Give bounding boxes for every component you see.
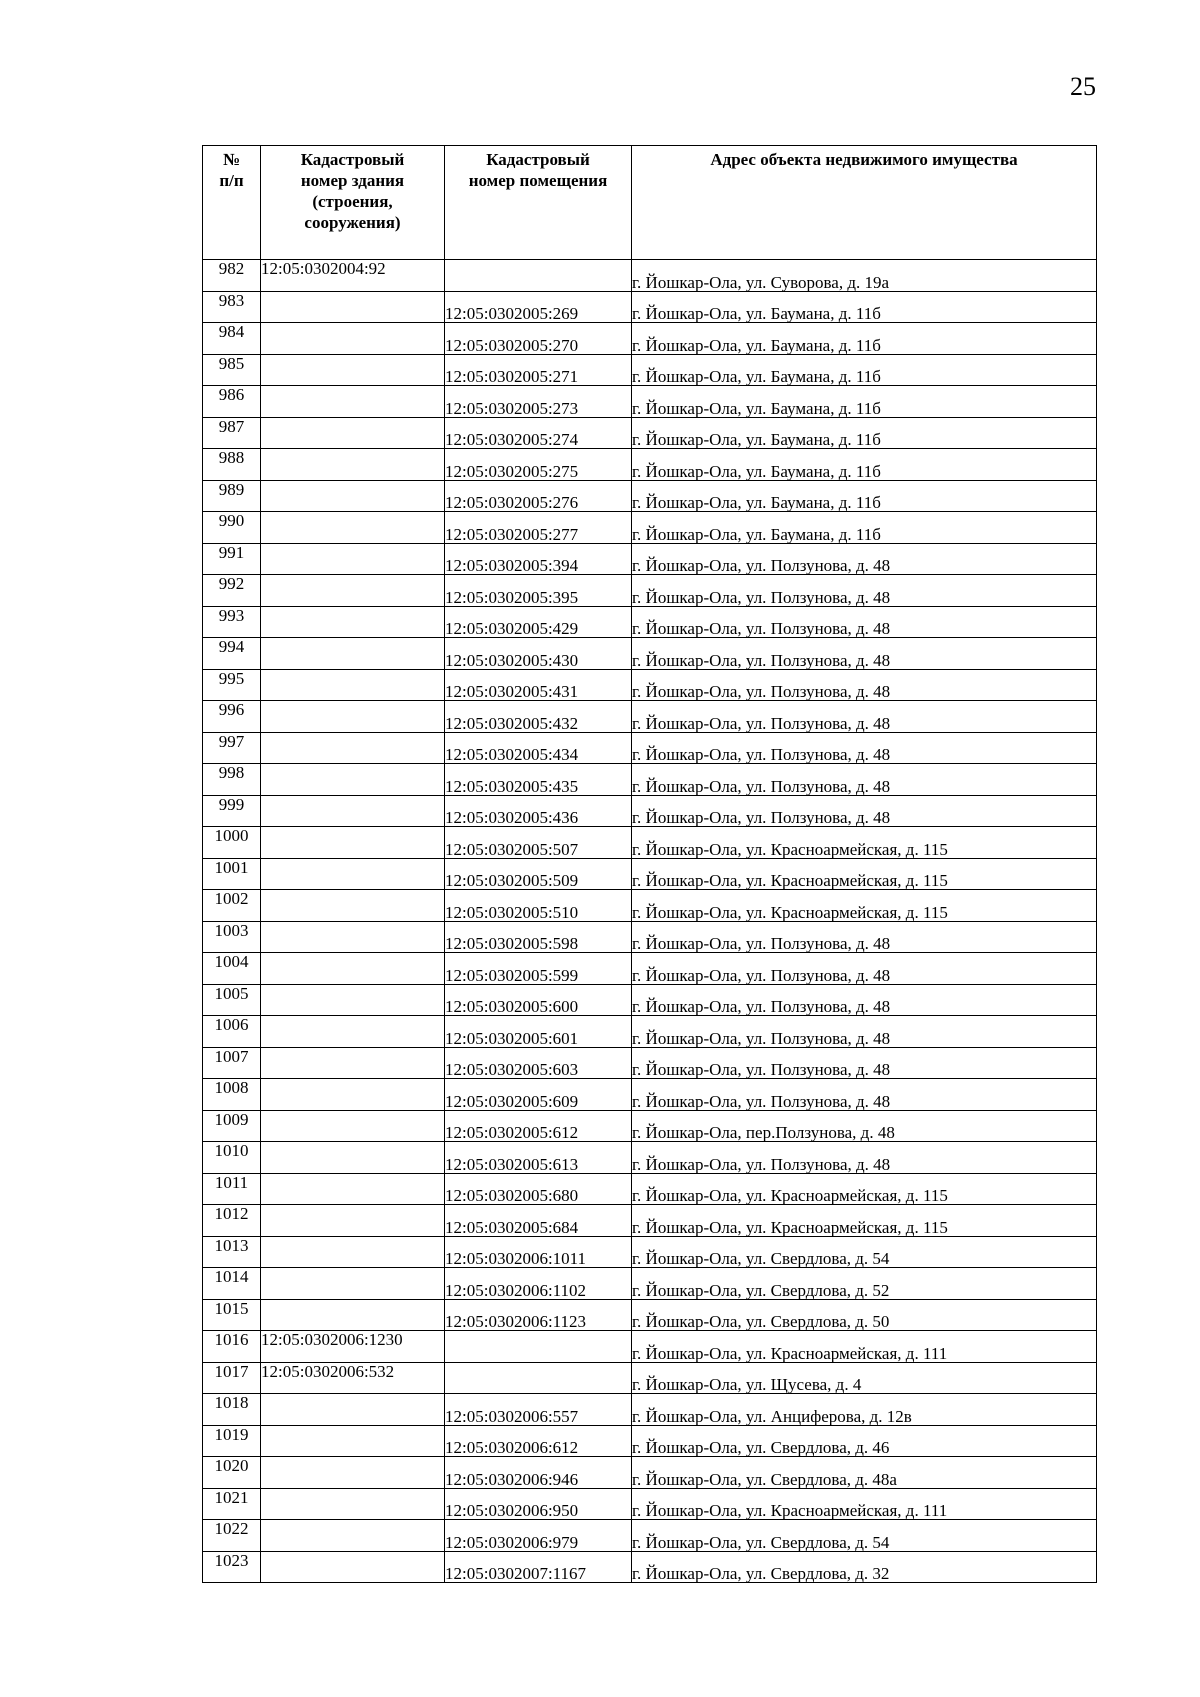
- address-cell: г. Йошкар-Ола, ул. Ползунова, д. 48: [632, 1079, 1097, 1111]
- row-number-cell: 989: [203, 480, 261, 512]
- building-cadastral-cell: [261, 512, 445, 544]
- room-cadastral-cell: 12:05:0302005:612: [445, 1110, 632, 1142]
- room-cadastral-cell: 12:05:0302005:432: [445, 701, 632, 733]
- row-number-cell: 1012: [203, 1205, 261, 1237]
- header-room-cadastral: [445, 146, 632, 260]
- table-row: [203, 386, 1097, 418]
- room-cadastral-cell: [445, 260, 632, 292]
- table-row: [203, 1047, 1097, 1079]
- room-cadastral-cell: 12:05:0302005:434: [445, 732, 632, 764]
- address-cell: г. Йошкар-Ола, ул. Красноармейская, д. 111: [632, 1488, 1097, 1520]
- room-cadastral-cell: 12:05:0302005:609: [445, 1079, 632, 1111]
- table-row: [203, 512, 1097, 544]
- table-row: [203, 1205, 1097, 1237]
- address-cell: г. Йошкар-Ола, ул. Ползунова, д. 48: [632, 669, 1097, 701]
- table-row: [203, 1173, 1097, 1205]
- row-number-cell: 994: [203, 638, 261, 670]
- building-cadastral-cell: [261, 386, 445, 418]
- building-cadastral-cell: [261, 669, 445, 701]
- address-cell: г. Йошкар-Ола, ул. Баумана, д. 11б: [632, 291, 1097, 323]
- room-cadastral-cell: 12:05:0302005:509: [445, 858, 632, 890]
- table-row: [203, 354, 1097, 386]
- room-cadastral-cell: 12:05:0302005:603: [445, 1047, 632, 1079]
- row-number-cell: 1021: [203, 1488, 261, 1520]
- header-address-text: Адрес объекта недвижимого имущества: [710, 150, 1018, 169]
- table-row: [203, 795, 1097, 827]
- building-cadastral-cell: 12:05:0302004:92: [261, 260, 445, 292]
- table-row: [203, 1142, 1097, 1174]
- table-row: [203, 1331, 1097, 1363]
- room-cadastral-cell: 12:05:0302005:277: [445, 512, 632, 544]
- room-cadastral-cell: 12:05:0302005:684: [445, 1205, 632, 1237]
- table-header: [203, 146, 1097, 260]
- row-number-cell: 1011: [203, 1173, 261, 1205]
- row-number-cell: 1002: [203, 890, 261, 922]
- building-cadastral-cell: [261, 890, 445, 922]
- address-cell: г. Йошкар-Ола, ул. Ползунова, д. 48: [632, 575, 1097, 607]
- table-row: [203, 323, 1097, 355]
- room-cadastral-cell: 12:05:0302005:510: [445, 890, 632, 922]
- room-cadastral-cell: 12:05:0302005:273: [445, 386, 632, 418]
- row-number-cell: 1022: [203, 1520, 261, 1552]
- address-cell: г. Йошкар-Ола, ул. Баумана, д. 11б: [632, 354, 1097, 386]
- row-number-cell: 982: [203, 260, 261, 292]
- row-number-cell: 1023: [203, 1551, 261, 1583]
- table-row: [203, 1236, 1097, 1268]
- room-cadastral-cell: 12:05:0302006:1011: [445, 1236, 632, 1268]
- building-cadastral-cell: [261, 1079, 445, 1111]
- row-number-cell: 1005: [203, 984, 261, 1016]
- row-number-cell: 1000: [203, 827, 261, 859]
- row-number-cell: 1003: [203, 921, 261, 953]
- address-cell: г. Йошкар-Ола, ул. Ползунова, д. 48: [632, 606, 1097, 638]
- table-row: [203, 1268, 1097, 1300]
- address-cell: г. Йошкар-Ола, ул. Ползунова, д. 48: [632, 953, 1097, 985]
- row-number-cell: 987: [203, 417, 261, 449]
- building-cadastral-cell: [261, 354, 445, 386]
- address-cell: г. Йошкар-Ола, ул. Ползунова, д. 48: [632, 701, 1097, 733]
- row-number-cell: 1001: [203, 858, 261, 890]
- table-row: [203, 260, 1097, 292]
- address-cell: г. Йошкар-Ола, ул. Красноармейская, д. 115: [632, 858, 1097, 890]
- address-cell: г. Йошкар-Ола, ул. Баумана, д. 11б: [632, 417, 1097, 449]
- row-number-cell: 1018: [203, 1394, 261, 1426]
- address-cell: г. Йошкар-Ола, ул. Свердлова, д. 48а: [632, 1457, 1097, 1489]
- row-number-cell: 984: [203, 323, 261, 355]
- table-row: [203, 890, 1097, 922]
- room-cadastral-cell: 12:05:0302005:598: [445, 921, 632, 953]
- room-cadastral-cell: 12:05:0302005:274: [445, 417, 632, 449]
- address-cell: г. Йошкар-Ола, ул. Баумана, д. 11б: [632, 386, 1097, 418]
- address-cell: г. Йошкар-Ола, ул. Красноармейская, д. 111: [632, 1331, 1097, 1363]
- table-row: [203, 543, 1097, 575]
- table-row: [203, 480, 1097, 512]
- table-row: [203, 417, 1097, 449]
- header-room-text: Кадастровый номер помещения: [468, 150, 608, 190]
- table-row: [203, 575, 1097, 607]
- building-cadastral-cell: [261, 1110, 445, 1142]
- building-cadastral-cell: [261, 1205, 445, 1237]
- room-cadastral-cell: [445, 1362, 632, 1394]
- room-cadastral-cell: 12:05:0302005:613: [445, 1142, 632, 1174]
- building-cadastral-cell: [261, 1299, 445, 1331]
- table-row: [203, 1299, 1097, 1331]
- building-cadastral-cell: [261, 921, 445, 953]
- row-number-cell: 998: [203, 764, 261, 796]
- table-row: [203, 921, 1097, 953]
- room-cadastral-cell: 12:05:0302006:979: [445, 1520, 632, 1552]
- building-cadastral-cell: [261, 827, 445, 859]
- room-cadastral-cell: 12:05:0302005:269: [445, 291, 632, 323]
- room-cadastral-cell: 12:05:0302005:436: [445, 795, 632, 827]
- table-row: [203, 291, 1097, 323]
- row-number-cell: 996: [203, 701, 261, 733]
- row-number-cell: 986: [203, 386, 261, 418]
- address-cell: г. Йошкар-Ола, ул. Ползунова, д. 48: [632, 795, 1097, 827]
- building-cadastral-cell: [261, 1394, 445, 1426]
- room-cadastral-cell: 12:05:0302006:1123: [445, 1299, 632, 1331]
- table-row: [203, 669, 1097, 701]
- address-cell: г. Йошкар-Ола, ул. Баумана, д. 11б: [632, 512, 1097, 544]
- room-cadastral-cell: 12:05:0302006:557: [445, 1394, 632, 1426]
- row-number-cell: 992: [203, 575, 261, 607]
- address-cell: г. Йошкар-Ола, ул. Ползунова, д. 48: [632, 543, 1097, 575]
- address-cell: г. Йошкар-Ола, ул. Ползунова, д. 48: [632, 764, 1097, 796]
- address-cell: г. Йошкар-Ола, ул. Ползунова, д. 48: [632, 1047, 1097, 1079]
- room-cadastral-cell: 12:05:0302005:429: [445, 606, 632, 638]
- address-cell: г. Йошкар-Ола, ул. Свердлова, д. 54: [632, 1520, 1097, 1552]
- row-number-cell: 1006: [203, 1016, 261, 1048]
- building-cadastral-cell: [261, 1047, 445, 1079]
- room-cadastral-cell: 12:05:0302005:394: [445, 543, 632, 575]
- row-number-cell: 993: [203, 606, 261, 638]
- table-row: [203, 638, 1097, 670]
- address-cell: г. Йошкар-Ола, ул. Свердлова, д. 54: [632, 1236, 1097, 1268]
- row-number-cell: 985: [203, 354, 261, 386]
- building-cadastral-cell: [261, 1142, 445, 1174]
- row-number-cell: 1019: [203, 1425, 261, 1457]
- room-cadastral-cell: 12:05:0302005:431: [445, 669, 632, 701]
- building-cadastral-cell: 12:05:0302006:532: [261, 1362, 445, 1394]
- table-row: [203, 449, 1097, 481]
- building-cadastral-cell: [261, 638, 445, 670]
- address-cell: г. Йошкар-Ола, ул. Анциферова, д. 12в: [632, 1394, 1097, 1426]
- address-cell: г. Йошкар-Ола, ул. Баумана, д. 11б: [632, 480, 1097, 512]
- building-cadastral-cell: [261, 1551, 445, 1583]
- table-row: [203, 858, 1097, 890]
- room-cadastral-cell: 12:05:0302006:1102: [445, 1268, 632, 1300]
- building-cadastral-cell: [261, 417, 445, 449]
- row-number-cell: 1007: [203, 1047, 261, 1079]
- property-table: [202, 145, 1097, 1583]
- header-row: [203, 146, 1097, 260]
- table-row: [203, 1394, 1097, 1426]
- building-cadastral-cell: [261, 984, 445, 1016]
- building-cadastral-cell: 12:05:0302006:1230: [261, 1331, 445, 1363]
- room-cadastral-cell: 12:05:0302005:507: [445, 827, 632, 859]
- address-cell: г. Йошкар-Ола, ул. Суворова, д. 19а: [632, 260, 1097, 292]
- address-cell: г. Йошкар-Ола, ул. Свердлова, д. 32: [632, 1551, 1097, 1583]
- row-number-cell: 983: [203, 291, 261, 323]
- row-number-cell: 1017: [203, 1362, 261, 1394]
- building-cadastral-cell: [261, 1268, 445, 1300]
- room-cadastral-cell: 12:05:0302005:599: [445, 953, 632, 985]
- building-cadastral-cell: [261, 606, 445, 638]
- row-number-cell: 1020: [203, 1457, 261, 1489]
- building-cadastral-cell: [261, 323, 445, 355]
- header-num: [203, 146, 261, 260]
- building-cadastral-cell: [261, 480, 445, 512]
- address-cell: г. Йошкар-Ола, ул. Ползунова, д. 48: [632, 1016, 1097, 1048]
- row-number-cell: 997: [203, 732, 261, 764]
- address-cell: г. Йошкар-Ола, ул. Баумана, д. 11б: [632, 449, 1097, 481]
- building-cadastral-cell: [261, 449, 445, 481]
- building-cadastral-cell: [261, 795, 445, 827]
- room-cadastral-cell: 12:05:0302006:950: [445, 1488, 632, 1520]
- address-cell: г. Йошкар-Ола, ул. Красноармейская, д. 115: [632, 1173, 1097, 1205]
- building-cadastral-cell: [261, 1488, 445, 1520]
- row-number-cell: 1008: [203, 1079, 261, 1111]
- row-number-cell: 988: [203, 449, 261, 481]
- table-row: [203, 1520, 1097, 1552]
- table-row: [203, 701, 1097, 733]
- table-row: [203, 732, 1097, 764]
- table-row: [203, 827, 1097, 859]
- table-row: [203, 1110, 1097, 1142]
- table-row: [203, 1551, 1097, 1583]
- table-row: [203, 953, 1097, 985]
- row-number-cell: 1016: [203, 1331, 261, 1363]
- room-cadastral-cell: [445, 1331, 632, 1363]
- address-cell: г. Йошкар-Ола, ул. Красноармейская, д. 115: [632, 1205, 1097, 1237]
- row-number-cell: 1009: [203, 1110, 261, 1142]
- building-cadastral-cell: [261, 701, 445, 733]
- building-cadastral-cell: [261, 764, 445, 796]
- building-cadastral-cell: [261, 1016, 445, 1048]
- address-cell: г. Йошкар-Ола, ул. Красноармейская, д. 115: [632, 827, 1097, 859]
- building-cadastral-cell: [261, 1173, 445, 1205]
- building-cadastral-cell: [261, 1520, 445, 1552]
- row-number-cell: 991: [203, 543, 261, 575]
- room-cadastral-cell: 12:05:0302005:271: [445, 354, 632, 386]
- header-building-text: Кадастровый номер здания (строения, сооружения): [300, 150, 405, 232]
- address-cell: г. Йошкар-Ола, ул. Ползунова, д. 48: [632, 921, 1097, 953]
- header-num-text: № п/п: [219, 150, 244, 190]
- row-number-cell: 1013: [203, 1236, 261, 1268]
- table-body: [203, 260, 1097, 1583]
- room-cadastral-cell: 12:05:0302007:1167: [445, 1551, 632, 1583]
- building-cadastral-cell: [261, 1425, 445, 1457]
- page-number: 25: [1070, 72, 1096, 101]
- row-number-cell: 995: [203, 669, 261, 701]
- room-cadastral-cell: 12:05:0302005:430: [445, 638, 632, 670]
- building-cadastral-cell: [261, 858, 445, 890]
- header-building-cadastral: [261, 146, 445, 260]
- address-cell: г. Йошкар-Ола, ул. Свердлова, д. 50: [632, 1299, 1097, 1331]
- row-number-cell: 1014: [203, 1268, 261, 1300]
- room-cadastral-cell: 12:05:0302005:276: [445, 480, 632, 512]
- room-cadastral-cell: 12:05:0302005:395: [445, 575, 632, 607]
- address-cell: г. Йошкар-Ола, ул. Свердлова, д. 52: [632, 1268, 1097, 1300]
- room-cadastral-cell: 12:05:0302005:600: [445, 984, 632, 1016]
- row-number-cell: 1015: [203, 1299, 261, 1331]
- room-cadastral-cell: 12:05:0302006:946: [445, 1457, 632, 1489]
- room-cadastral-cell: 12:05:0302006:612: [445, 1425, 632, 1457]
- room-cadastral-cell: 12:05:0302005:275: [445, 449, 632, 481]
- address-cell: г. Йошкар-Ола, ул. Ползунова, д. 48: [632, 638, 1097, 670]
- address-cell: г. Йошкар-Ола, ул. Ползунова, д. 48: [632, 984, 1097, 1016]
- address-cell: г. Йошкар-Ола, ул. Красноармейская, д. 115: [632, 890, 1097, 922]
- address-cell: г. Йошкар-Ола, ул. Щусева, д. 4: [632, 1362, 1097, 1394]
- header-address: [632, 146, 1097, 260]
- building-cadastral-cell: [261, 953, 445, 985]
- address-cell: г. Йошкар-Ола, пер.Ползунова, д. 48: [632, 1110, 1097, 1142]
- table-row: [203, 984, 1097, 1016]
- table-row: [203, 1425, 1097, 1457]
- table-row: [203, 606, 1097, 638]
- row-number-cell: 1010: [203, 1142, 261, 1174]
- building-cadastral-cell: [261, 732, 445, 764]
- room-cadastral-cell: 12:05:0302005:601: [445, 1016, 632, 1048]
- row-number-cell: 999: [203, 795, 261, 827]
- building-cadastral-cell: [261, 1236, 445, 1268]
- table-row: [203, 764, 1097, 796]
- building-cadastral-cell: [261, 291, 445, 323]
- row-number-cell: 1004: [203, 953, 261, 985]
- table-row: [203, 1016, 1097, 1048]
- building-cadastral-cell: [261, 575, 445, 607]
- building-cadastral-cell: [261, 543, 445, 575]
- address-cell: г. Йошкар-Ола, ул. Ползунова, д. 48: [632, 732, 1097, 764]
- room-cadastral-cell: 12:05:0302005:435: [445, 764, 632, 796]
- table-row: [203, 1457, 1097, 1489]
- row-number-cell: 990: [203, 512, 261, 544]
- table-row: [203, 1488, 1097, 1520]
- building-cadastral-cell: [261, 1457, 445, 1489]
- table-row: [203, 1362, 1097, 1394]
- table-row: [203, 1079, 1097, 1111]
- room-cadastral-cell: 12:05:0302005:270: [445, 323, 632, 355]
- room-cadastral-cell: 12:05:0302005:680: [445, 1173, 632, 1205]
- address-cell: г. Йошкар-Ола, ул. Баумана, д. 11б: [632, 323, 1097, 355]
- address-cell: г. Йошкар-Ола, ул. Свердлова, д. 46: [632, 1425, 1097, 1457]
- address-cell: г. Йошкар-Ола, ул. Ползунова, д. 48: [632, 1142, 1097, 1174]
